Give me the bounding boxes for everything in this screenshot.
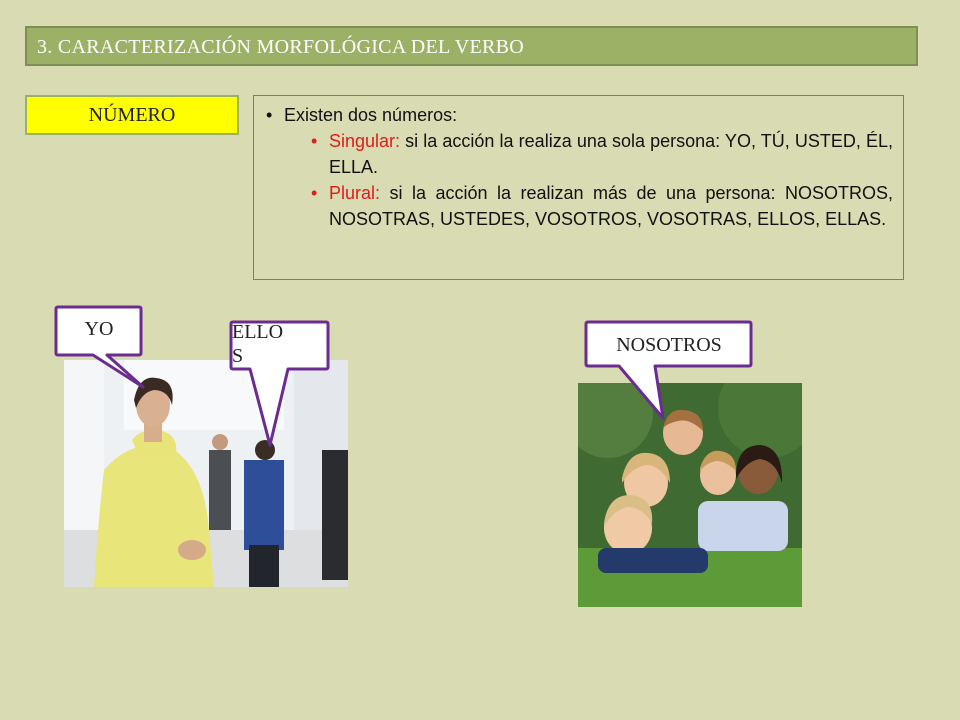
callout-yo-text: YO — [84, 318, 114, 340]
bullet-icon: • — [311, 131, 318, 151]
term-singular: Singular: — [329, 131, 401, 151]
list-item-plural — [311, 180, 893, 232]
content-box — [253, 95, 904, 280]
callout-nosotros-text: NOSOTROS — [616, 334, 722, 356]
callout-ellos-text: ELLO S — [232, 321, 284, 367]
plural-text: si la acción la realizan más de una persona: NOSOTROS, NOSOTRAS, USTEDES, VOSOTROS, VOSOTRAS, ELLOS, ELLAS. — [329, 183, 893, 229]
callout-yo — [55, 305, 145, 395]
callout-nosotros — [585, 320, 755, 420]
bullet-icon: • — [311, 183, 318, 203]
singular-text: si la acción la realiza una sola persona: YO, TÚ, USTED, ÉL, ELLA. — [329, 131, 893, 177]
list-item-singular — [311, 128, 893, 180]
callout-ellos — [230, 320, 330, 450]
intro-text: Existen dos números: — [284, 105, 458, 125]
numero-tag: NÚMERO — [25, 95, 239, 135]
intro-line — [266, 102, 893, 128]
bullet-icon: • — [266, 105, 273, 125]
slide-title: 3. CARACTERIZACIÓN MORFOLÓGICA DEL VERBO — [25, 26, 918, 66]
term-plural: Plural: — [329, 183, 381, 203]
